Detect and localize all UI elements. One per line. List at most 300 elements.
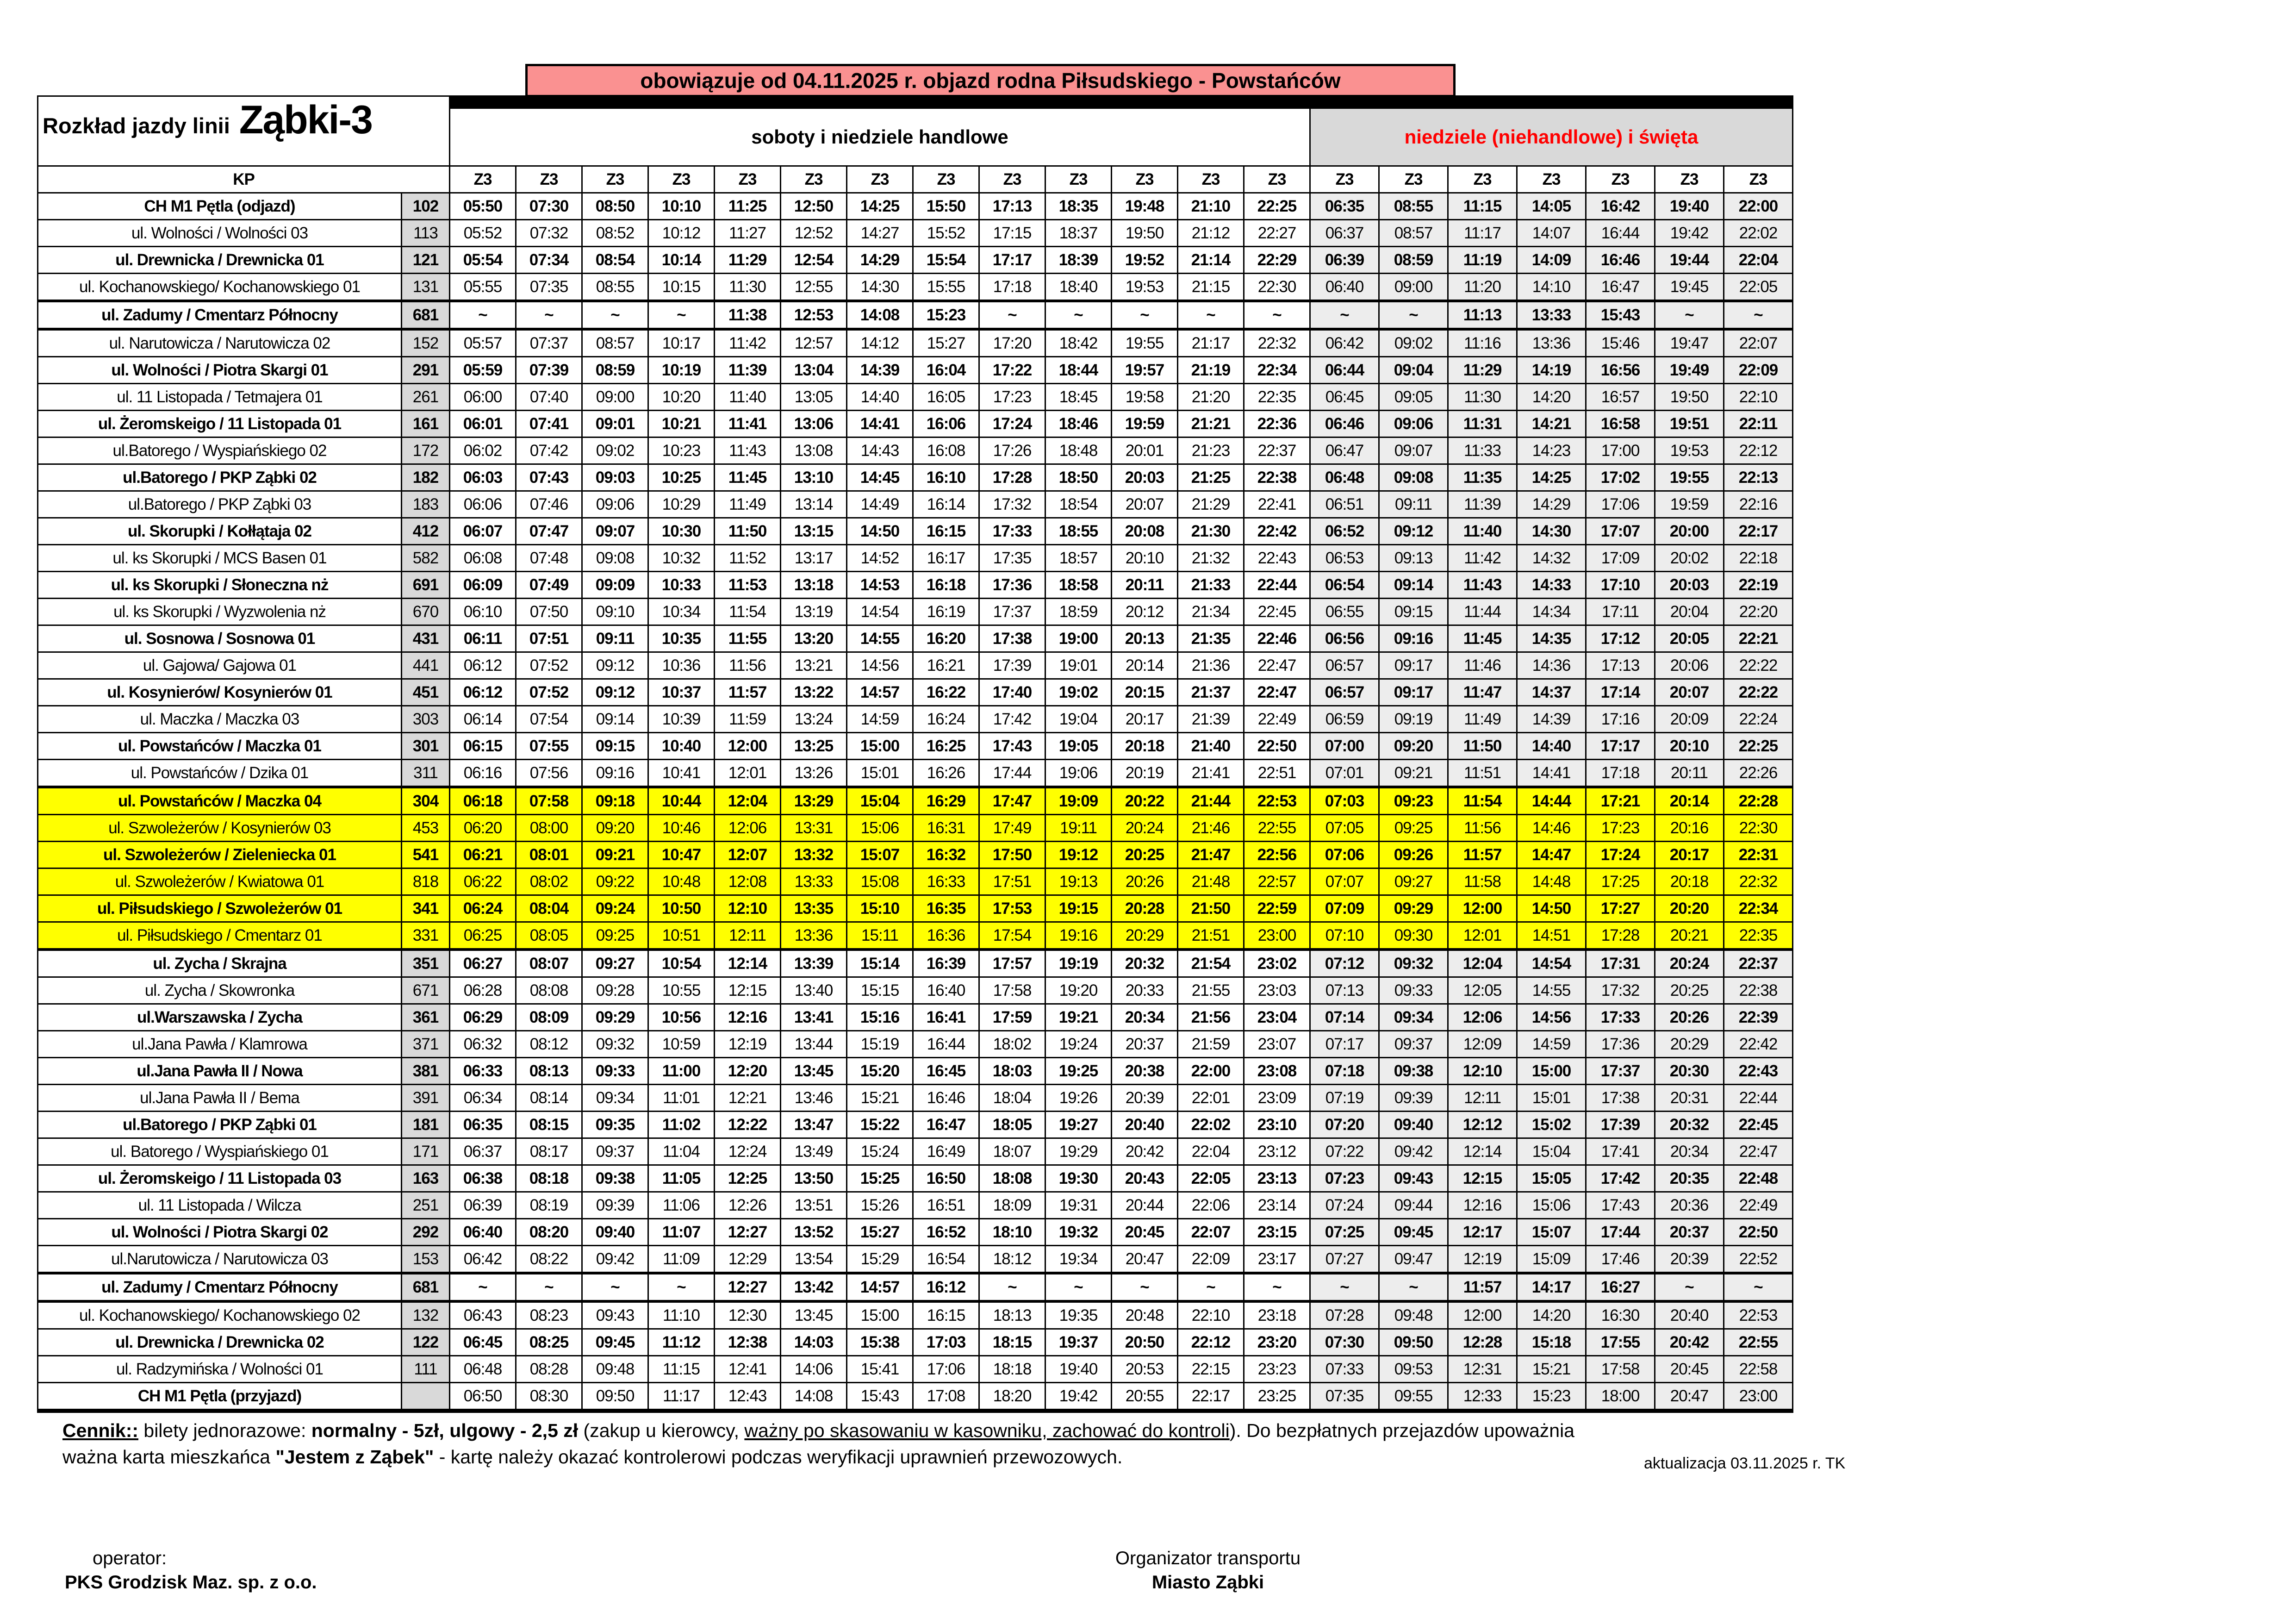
time-cell: 14:03 bbox=[781, 1329, 847, 1356]
time-cell: 22:25 bbox=[1244, 193, 1310, 220]
time-cell: 08:25 bbox=[516, 1329, 582, 1356]
stop-kp-cell: 182 bbox=[402, 464, 450, 491]
time-cell: 14:39 bbox=[847, 357, 913, 384]
time-cell: 21:32 bbox=[1178, 545, 1244, 572]
time-cell: 10:20 bbox=[648, 384, 715, 411]
time-cell: 20:15 bbox=[1112, 679, 1178, 706]
stop-name-cell: ul.Warszawska / Zycha bbox=[38, 1004, 402, 1031]
time-cell: 22:56 bbox=[1244, 842, 1310, 868]
time-cell: 07:37 bbox=[516, 329, 582, 357]
time-cell: 11:15 bbox=[648, 1356, 715, 1383]
time-cell: 12:10 bbox=[715, 895, 781, 922]
time-cell: 06:22 bbox=[450, 868, 516, 895]
time-cell: 09:17 bbox=[1379, 652, 1448, 679]
stop-name-cell: ul. 11 Listopada / Tetmajera 01 bbox=[38, 384, 402, 411]
time-cell: 21:20 bbox=[1178, 384, 1244, 411]
time-cell: 16:20 bbox=[913, 625, 979, 652]
time-cell: 14:55 bbox=[847, 625, 913, 652]
time-cell: 15:04 bbox=[1517, 1138, 1586, 1165]
time-cell: 20:14 bbox=[1112, 652, 1178, 679]
time-cell: 22:45 bbox=[1244, 599, 1310, 625]
time-cell: 22:51 bbox=[1244, 760, 1310, 787]
time-cell: 12:50 bbox=[781, 193, 847, 220]
time-cell: 21:10 bbox=[1178, 193, 1244, 220]
time-cell: 09:47 bbox=[1379, 1246, 1448, 1274]
time-cell: 10:19 bbox=[648, 357, 715, 384]
time-cell: ~ bbox=[1379, 301, 1448, 329]
time-cell: 15:52 bbox=[913, 220, 979, 247]
time-cell: 19:51 bbox=[1655, 411, 1724, 437]
stop-row bbox=[38, 1301, 1793, 1329]
time-cell: 06:25 bbox=[450, 922, 516, 950]
vehicle-code-cell: Z3 bbox=[1045, 166, 1112, 193]
time-cell: 20:44 bbox=[1112, 1192, 1178, 1219]
stop-row bbox=[38, 842, 1793, 868]
time-cell: 06:34 bbox=[450, 1085, 516, 1112]
time-cell: 11:39 bbox=[715, 357, 781, 384]
time-cell: 12:14 bbox=[1448, 1138, 1517, 1165]
vehicle-code-cell: Z3 bbox=[979, 166, 1045, 193]
time-cell: 09:39 bbox=[1379, 1085, 1448, 1112]
time-cell: 14:56 bbox=[1517, 1004, 1586, 1031]
time-cell: 14:30 bbox=[847, 274, 913, 301]
time-cell: 14:52 bbox=[847, 545, 913, 572]
time-cell: 15:43 bbox=[1586, 301, 1655, 329]
time-cell: 16:15 bbox=[913, 518, 979, 545]
time-cell: 22:39 bbox=[1724, 1004, 1793, 1031]
time-cell: 14:05 bbox=[1517, 193, 1586, 220]
stop-name-cell: ul. Szwoleżerów / Kwiatowa 01 bbox=[38, 868, 402, 895]
time-cell: 16:17 bbox=[913, 545, 979, 572]
time-cell: 11:30 bbox=[1448, 384, 1517, 411]
stop-row bbox=[38, 357, 1793, 384]
time-cell: 16:08 bbox=[913, 437, 979, 464]
time-cell: 11:25 bbox=[715, 193, 781, 220]
time-cell: 20:11 bbox=[1655, 760, 1724, 787]
time-cell: 17:53 bbox=[979, 895, 1045, 922]
time-cell: 15:08 bbox=[847, 868, 913, 895]
time-cell: 17:23 bbox=[979, 384, 1045, 411]
time-cell: 19:09 bbox=[1045, 787, 1112, 815]
time-cell: 06:54 bbox=[1310, 572, 1379, 599]
time-cell: 11:20 bbox=[1448, 274, 1517, 301]
stop-name-cell: ul. ks Skorupki / MCS Basen 01 bbox=[38, 545, 402, 572]
time-cell: 06:45 bbox=[450, 1329, 516, 1356]
time-cell: 17:39 bbox=[979, 652, 1045, 679]
time-cell: 15:09 bbox=[1517, 1246, 1586, 1274]
stop-row bbox=[38, 787, 1793, 815]
stop-row bbox=[38, 220, 1793, 247]
time-cell: 20:14 bbox=[1655, 787, 1724, 815]
time-cell: 21:48 bbox=[1178, 868, 1244, 895]
stop-name-cell: ul. Kochanowskiego/ Kochanowskiego 02 bbox=[38, 1301, 402, 1329]
time-cell: 08:50 bbox=[582, 193, 648, 220]
time-cell: 11:27 bbox=[715, 220, 781, 247]
time-cell: 10:21 bbox=[648, 411, 715, 437]
time-cell: 06:29 bbox=[450, 1004, 516, 1031]
timetable bbox=[37, 95, 1793, 1413]
time-cell: 17:00 bbox=[1586, 437, 1655, 464]
header-black-bar bbox=[1311, 97, 1792, 109]
time-cell: 13:21 bbox=[781, 652, 847, 679]
time-cell: 12:00 bbox=[1448, 895, 1517, 922]
stop-row bbox=[38, 599, 1793, 625]
time-cell: 07:05 bbox=[1310, 815, 1379, 842]
time-cell: 19:53 bbox=[1112, 274, 1178, 301]
stop-name-cell: ul.Narutowicza / Narutowicza 03 bbox=[38, 1246, 402, 1274]
time-cell: 11:46 bbox=[1448, 652, 1517, 679]
time-cell: 15:01 bbox=[847, 760, 913, 787]
time-cell: 16:04 bbox=[913, 357, 979, 384]
time-cell: 09:16 bbox=[582, 760, 648, 787]
stop-row bbox=[38, 491, 1793, 518]
time-cell: 13:41 bbox=[781, 1004, 847, 1031]
time-cell: 17:15 bbox=[979, 220, 1045, 247]
time-cell: 20:19 bbox=[1112, 760, 1178, 787]
time-cell: 15:16 bbox=[847, 1004, 913, 1031]
time-cell: 14:20 bbox=[1517, 384, 1586, 411]
time-cell: 05:50 bbox=[450, 193, 516, 220]
stop-kp-cell: 431 bbox=[402, 625, 450, 652]
time-cell: 14:23 bbox=[1517, 437, 1586, 464]
time-cell: 12:19 bbox=[715, 1031, 781, 1058]
time-cell: 08:19 bbox=[516, 1192, 582, 1219]
time-cell: 22:38 bbox=[1244, 464, 1310, 491]
time-cell: 10:25 bbox=[648, 464, 715, 491]
time-cell: 20:26 bbox=[1655, 1004, 1724, 1031]
time-cell: 19:49 bbox=[1655, 357, 1724, 384]
stop-kp-cell: 122 bbox=[402, 1329, 450, 1356]
time-cell: 22:49 bbox=[1724, 1192, 1793, 1219]
time-cell: 18:42 bbox=[1045, 329, 1112, 357]
time-cell: 07:27 bbox=[1310, 1246, 1379, 1274]
vehicle-code-cell: Z3 bbox=[1655, 166, 1724, 193]
time-cell: 13:25 bbox=[781, 733, 847, 760]
time-cell: 06:43 bbox=[450, 1301, 516, 1329]
time-cell: 07:22 bbox=[1310, 1138, 1379, 1165]
time-cell: 09:50 bbox=[582, 1383, 648, 1411]
time-cell: 22:44 bbox=[1244, 572, 1310, 599]
time-cell: 17:06 bbox=[913, 1356, 979, 1383]
time-cell: ~ bbox=[1112, 301, 1178, 329]
time-cell: 06:12 bbox=[450, 652, 516, 679]
time-cell: 09:40 bbox=[1379, 1112, 1448, 1138]
time-cell: 12:04 bbox=[1448, 949, 1517, 977]
time-cell: 14:29 bbox=[847, 247, 913, 274]
time-cell: 13:39 bbox=[781, 949, 847, 977]
time-cell: 15:54 bbox=[913, 247, 979, 274]
time-cell: 22:42 bbox=[1724, 1031, 1793, 1058]
time-cell: 18:15 bbox=[979, 1329, 1045, 1356]
time-cell: 22:22 bbox=[1724, 679, 1793, 706]
time-cell: 15:27 bbox=[847, 1219, 913, 1246]
time-cell: 12:19 bbox=[1448, 1246, 1517, 1274]
time-cell: 18:20 bbox=[979, 1383, 1045, 1411]
time-cell: 11:02 bbox=[648, 1112, 715, 1138]
time-cell: 10:29 bbox=[648, 491, 715, 518]
time-cell: 13:51 bbox=[781, 1192, 847, 1219]
time-cell: 14:17 bbox=[1517, 1273, 1586, 1301]
time-cell: 21:59 bbox=[1178, 1031, 1244, 1058]
stop-kp-cell: 291 bbox=[402, 357, 450, 384]
update-note: aktualizacja 03.11.2025 r. TK bbox=[1644, 1455, 1846, 1472]
stop-name-cell: ul. Powstańców / Dzika 01 bbox=[38, 760, 402, 787]
time-cell: 09:37 bbox=[1379, 1031, 1448, 1058]
time-cell: 07:06 bbox=[1310, 842, 1379, 868]
stop-name-cell: ul.Batorego / PKP Ząbki 02 bbox=[38, 464, 402, 491]
stop-kp-cell: 102 bbox=[402, 193, 450, 220]
time-cell: 06:00 bbox=[450, 384, 516, 411]
time-cell: 15:14 bbox=[847, 949, 913, 977]
time-cell: 10:36 bbox=[648, 652, 715, 679]
time-cell: 06:50 bbox=[450, 1383, 516, 1411]
time-cell: 23:03 bbox=[1244, 977, 1310, 1004]
time-cell: 17:33 bbox=[1586, 1004, 1655, 1031]
time-cell: 13:24 bbox=[781, 706, 847, 733]
time-cell: 06:24 bbox=[450, 895, 516, 922]
time-cell: 17:50 bbox=[979, 842, 1045, 868]
time-cell: 12:17 bbox=[1448, 1219, 1517, 1246]
time-cell: 11:57 bbox=[1448, 842, 1517, 868]
stop-row bbox=[38, 437, 1793, 464]
time-cell: 15:06 bbox=[847, 815, 913, 842]
stop-kp-cell: 292 bbox=[402, 1219, 450, 1246]
time-cell: 22:15 bbox=[1178, 1356, 1244, 1383]
stop-kp-cell: 153 bbox=[402, 1246, 450, 1274]
time-cell: 20:39 bbox=[1655, 1246, 1724, 1274]
time-cell: 14:09 bbox=[1517, 247, 1586, 274]
time-cell: 16:24 bbox=[913, 706, 979, 733]
time-cell: 06:40 bbox=[1310, 274, 1379, 301]
time-cell: 09:24 bbox=[582, 895, 648, 922]
time-cell: 22:41 bbox=[1244, 491, 1310, 518]
time-cell: 10:32 bbox=[648, 545, 715, 572]
time-cell: 06:51 bbox=[1310, 491, 1379, 518]
time-cell: 23:17 bbox=[1244, 1246, 1310, 1274]
stop-name-cell: ul. Szwoleżerów / Zieleniecka 01 bbox=[38, 842, 402, 868]
time-cell: 21:55 bbox=[1178, 977, 1244, 1004]
time-cell: 13:47 bbox=[781, 1112, 847, 1138]
time-cell: 14:34 bbox=[1517, 599, 1586, 625]
time-cell: 15:06 bbox=[1517, 1192, 1586, 1219]
time-cell: 22:53 bbox=[1724, 1301, 1793, 1329]
time-cell: 21:35 bbox=[1178, 625, 1244, 652]
time-cell: 12:27 bbox=[715, 1219, 781, 1246]
time-cell: 07:52 bbox=[516, 679, 582, 706]
time-cell: 20:07 bbox=[1112, 491, 1178, 518]
time-cell: 20:42 bbox=[1655, 1329, 1724, 1356]
time-cell: 18:37 bbox=[1045, 220, 1112, 247]
time-cell: 11:49 bbox=[1448, 706, 1517, 733]
time-cell: 22:17 bbox=[1724, 518, 1793, 545]
time-cell: 10:14 bbox=[648, 247, 715, 274]
time-cell: 15:26 bbox=[847, 1192, 913, 1219]
time-cell: 20:40 bbox=[1112, 1112, 1178, 1138]
time-cell: 13:17 bbox=[781, 545, 847, 572]
time-cell: 06:48 bbox=[1310, 464, 1379, 491]
time-cell: 09:12 bbox=[582, 679, 648, 706]
time-cell: 08:59 bbox=[1379, 247, 1448, 274]
time-cell: 07:51 bbox=[516, 625, 582, 652]
time-cell: 21:37 bbox=[1178, 679, 1244, 706]
time-cell: 12:06 bbox=[715, 815, 781, 842]
time-cell: 22:37 bbox=[1244, 437, 1310, 464]
time-cell: 10:59 bbox=[648, 1031, 715, 1058]
time-cell: 19:04 bbox=[1045, 706, 1112, 733]
time-cell: 17:37 bbox=[1586, 1058, 1655, 1085]
time-cell: 22:07 bbox=[1724, 329, 1793, 357]
time-cell: 22:21 bbox=[1724, 625, 1793, 652]
time-cell: 15:00 bbox=[847, 733, 913, 760]
time-cell: 21:36 bbox=[1178, 652, 1244, 679]
time-cell: 21:54 bbox=[1178, 949, 1244, 977]
time-cell: 19:32 bbox=[1045, 1219, 1112, 1246]
time-cell: 15:02 bbox=[1517, 1112, 1586, 1138]
vehicle-code-cell: Z3 bbox=[913, 166, 979, 193]
time-cell: 13:15 bbox=[781, 518, 847, 545]
time-cell: 13:36 bbox=[1517, 329, 1586, 357]
time-cell: 09:08 bbox=[582, 545, 648, 572]
time-cell: 09:25 bbox=[582, 922, 648, 950]
time-cell: 20:45 bbox=[1112, 1219, 1178, 1246]
time-cell: 12:15 bbox=[715, 977, 781, 1004]
stop-kp-cell: 172 bbox=[402, 437, 450, 464]
stop-kp-cell: 582 bbox=[402, 545, 450, 572]
time-cell: 17:40 bbox=[979, 679, 1045, 706]
time-cell: 21:51 bbox=[1178, 922, 1244, 950]
time-cell: 09:53 bbox=[1379, 1356, 1448, 1383]
time-cell: 19:37 bbox=[1045, 1329, 1112, 1356]
time-cell: 12:15 bbox=[1448, 1165, 1517, 1192]
stop-name-cell: ul. Drewnicka / Drewnicka 01 bbox=[38, 247, 402, 274]
time-cell: 07:58 bbox=[516, 787, 582, 815]
time-cell: 06:38 bbox=[450, 1165, 516, 1192]
time-cell: 09:45 bbox=[582, 1329, 648, 1356]
time-cell: 22:34 bbox=[1724, 895, 1793, 922]
time-cell: 08:02 bbox=[516, 868, 582, 895]
time-cell: 07:52 bbox=[516, 652, 582, 679]
time-cell: 22:45 bbox=[1724, 1112, 1793, 1138]
time-cell: 10:50 bbox=[648, 895, 715, 922]
time-cell: 18:18 bbox=[979, 1356, 1045, 1383]
stop-kp-cell: 541 bbox=[402, 842, 450, 868]
stop-kp-cell: 351 bbox=[402, 949, 450, 977]
time-cell: 16:58 bbox=[1586, 411, 1655, 437]
time-cell: 10:48 bbox=[648, 868, 715, 895]
time-cell: 14:41 bbox=[847, 411, 913, 437]
time-cell: 08:05 bbox=[516, 922, 582, 950]
time-cell: 19:00 bbox=[1045, 625, 1112, 652]
time-cell: 17:16 bbox=[1586, 706, 1655, 733]
time-cell: 22:47 bbox=[1244, 652, 1310, 679]
time-cell: 09:32 bbox=[582, 1031, 648, 1058]
time-cell: 17:58 bbox=[979, 977, 1045, 1004]
time-cell: 11:44 bbox=[1448, 599, 1517, 625]
time-cell: 18:40 bbox=[1045, 274, 1112, 301]
time-cell: 11:00 bbox=[648, 1058, 715, 1085]
time-cell: 09:34 bbox=[1379, 1004, 1448, 1031]
time-cell: 12:25 bbox=[715, 1165, 781, 1192]
time-cell: 10:23 bbox=[648, 437, 715, 464]
time-cell: 12:16 bbox=[715, 1004, 781, 1031]
time-cell: 12:24 bbox=[715, 1138, 781, 1165]
time-cell: 20:01 bbox=[1112, 437, 1178, 464]
time-cell: 08:08 bbox=[516, 977, 582, 1004]
time-cell: 19:55 bbox=[1655, 464, 1724, 491]
time-cell: 16:45 bbox=[913, 1058, 979, 1085]
time-cell: 16:40 bbox=[913, 977, 979, 1004]
section-header-sunday bbox=[1310, 96, 1793, 166]
time-cell: 12:29 bbox=[715, 1246, 781, 1274]
time-cell: 21:30 bbox=[1178, 518, 1244, 545]
time-cell: 14:51 bbox=[1517, 922, 1586, 950]
time-cell: 07:35 bbox=[516, 274, 582, 301]
time-cell: 23:10 bbox=[1244, 1112, 1310, 1138]
time-cell: 10:30 bbox=[648, 518, 715, 545]
time-cell: 11:52 bbox=[715, 545, 781, 572]
time-cell: 09:06 bbox=[582, 491, 648, 518]
time-cell: 23:25 bbox=[1244, 1383, 1310, 1411]
time-cell: 20:04 bbox=[1655, 599, 1724, 625]
organizer-label: Organizator transportu bbox=[1115, 1548, 1301, 1568]
stop-kp-cell: 381 bbox=[402, 1058, 450, 1085]
time-cell: 17:44 bbox=[979, 760, 1045, 787]
time-cell: 06:37 bbox=[450, 1138, 516, 1165]
time-cell: 15:23 bbox=[913, 301, 979, 329]
time-cell: 06:57 bbox=[1310, 679, 1379, 706]
time-cell: 07:33 bbox=[1310, 1356, 1379, 1383]
section-label-saturday: soboty i niedziele handlowe bbox=[751, 126, 1008, 148]
stop-row bbox=[38, 868, 1793, 895]
time-cell: 22:48 bbox=[1724, 1165, 1793, 1192]
time-cell: 09:28 bbox=[582, 977, 648, 1004]
time-cell: 10:46 bbox=[648, 815, 715, 842]
time-cell: 20:29 bbox=[1112, 922, 1178, 950]
time-cell: 07:25 bbox=[1310, 1219, 1379, 1246]
time-cell: 07:00 bbox=[1310, 733, 1379, 760]
time-cell: 17:18 bbox=[1586, 760, 1655, 787]
time-cell: 06:08 bbox=[450, 545, 516, 572]
time-cell: 11:13 bbox=[1448, 301, 1517, 329]
time-cell: 16:46 bbox=[913, 1085, 979, 1112]
time-cell: 11:10 bbox=[648, 1301, 715, 1329]
time-cell: 07:01 bbox=[1310, 760, 1379, 787]
time-cell: 17:42 bbox=[1586, 1165, 1655, 1192]
time-cell: 05:59 bbox=[450, 357, 516, 384]
time-cell: 16:22 bbox=[913, 679, 979, 706]
time-cell: 12:06 bbox=[1448, 1004, 1517, 1031]
time-cell: 15:04 bbox=[847, 787, 913, 815]
time-cell: 23:23 bbox=[1244, 1356, 1310, 1383]
time-cell: 19:52 bbox=[1112, 247, 1178, 274]
stop-name-cell: ul. Piłsudskiego / Szwoleżerów 01 bbox=[38, 895, 402, 922]
time-cell: 12:27 bbox=[715, 1273, 781, 1301]
vehicle-code-cell: Z3 bbox=[1178, 166, 1244, 193]
time-cell: 15:21 bbox=[847, 1085, 913, 1112]
time-cell: 17:25 bbox=[1586, 868, 1655, 895]
time-cell: 13:52 bbox=[781, 1219, 847, 1246]
time-cell: 21:39 bbox=[1178, 706, 1244, 733]
time-cell: 09:19 bbox=[1379, 706, 1448, 733]
time-cell: 10:55 bbox=[648, 977, 715, 1004]
time-cell: 16:30 bbox=[1586, 1301, 1655, 1329]
time-cell: 19:50 bbox=[1112, 220, 1178, 247]
time-cell: 17:06 bbox=[1586, 491, 1655, 518]
time-cell: 20:42 bbox=[1112, 1138, 1178, 1165]
page-title bbox=[43, 97, 372, 143]
time-cell: 14:10 bbox=[1517, 274, 1586, 301]
time-cell: 14:57 bbox=[847, 1273, 913, 1301]
